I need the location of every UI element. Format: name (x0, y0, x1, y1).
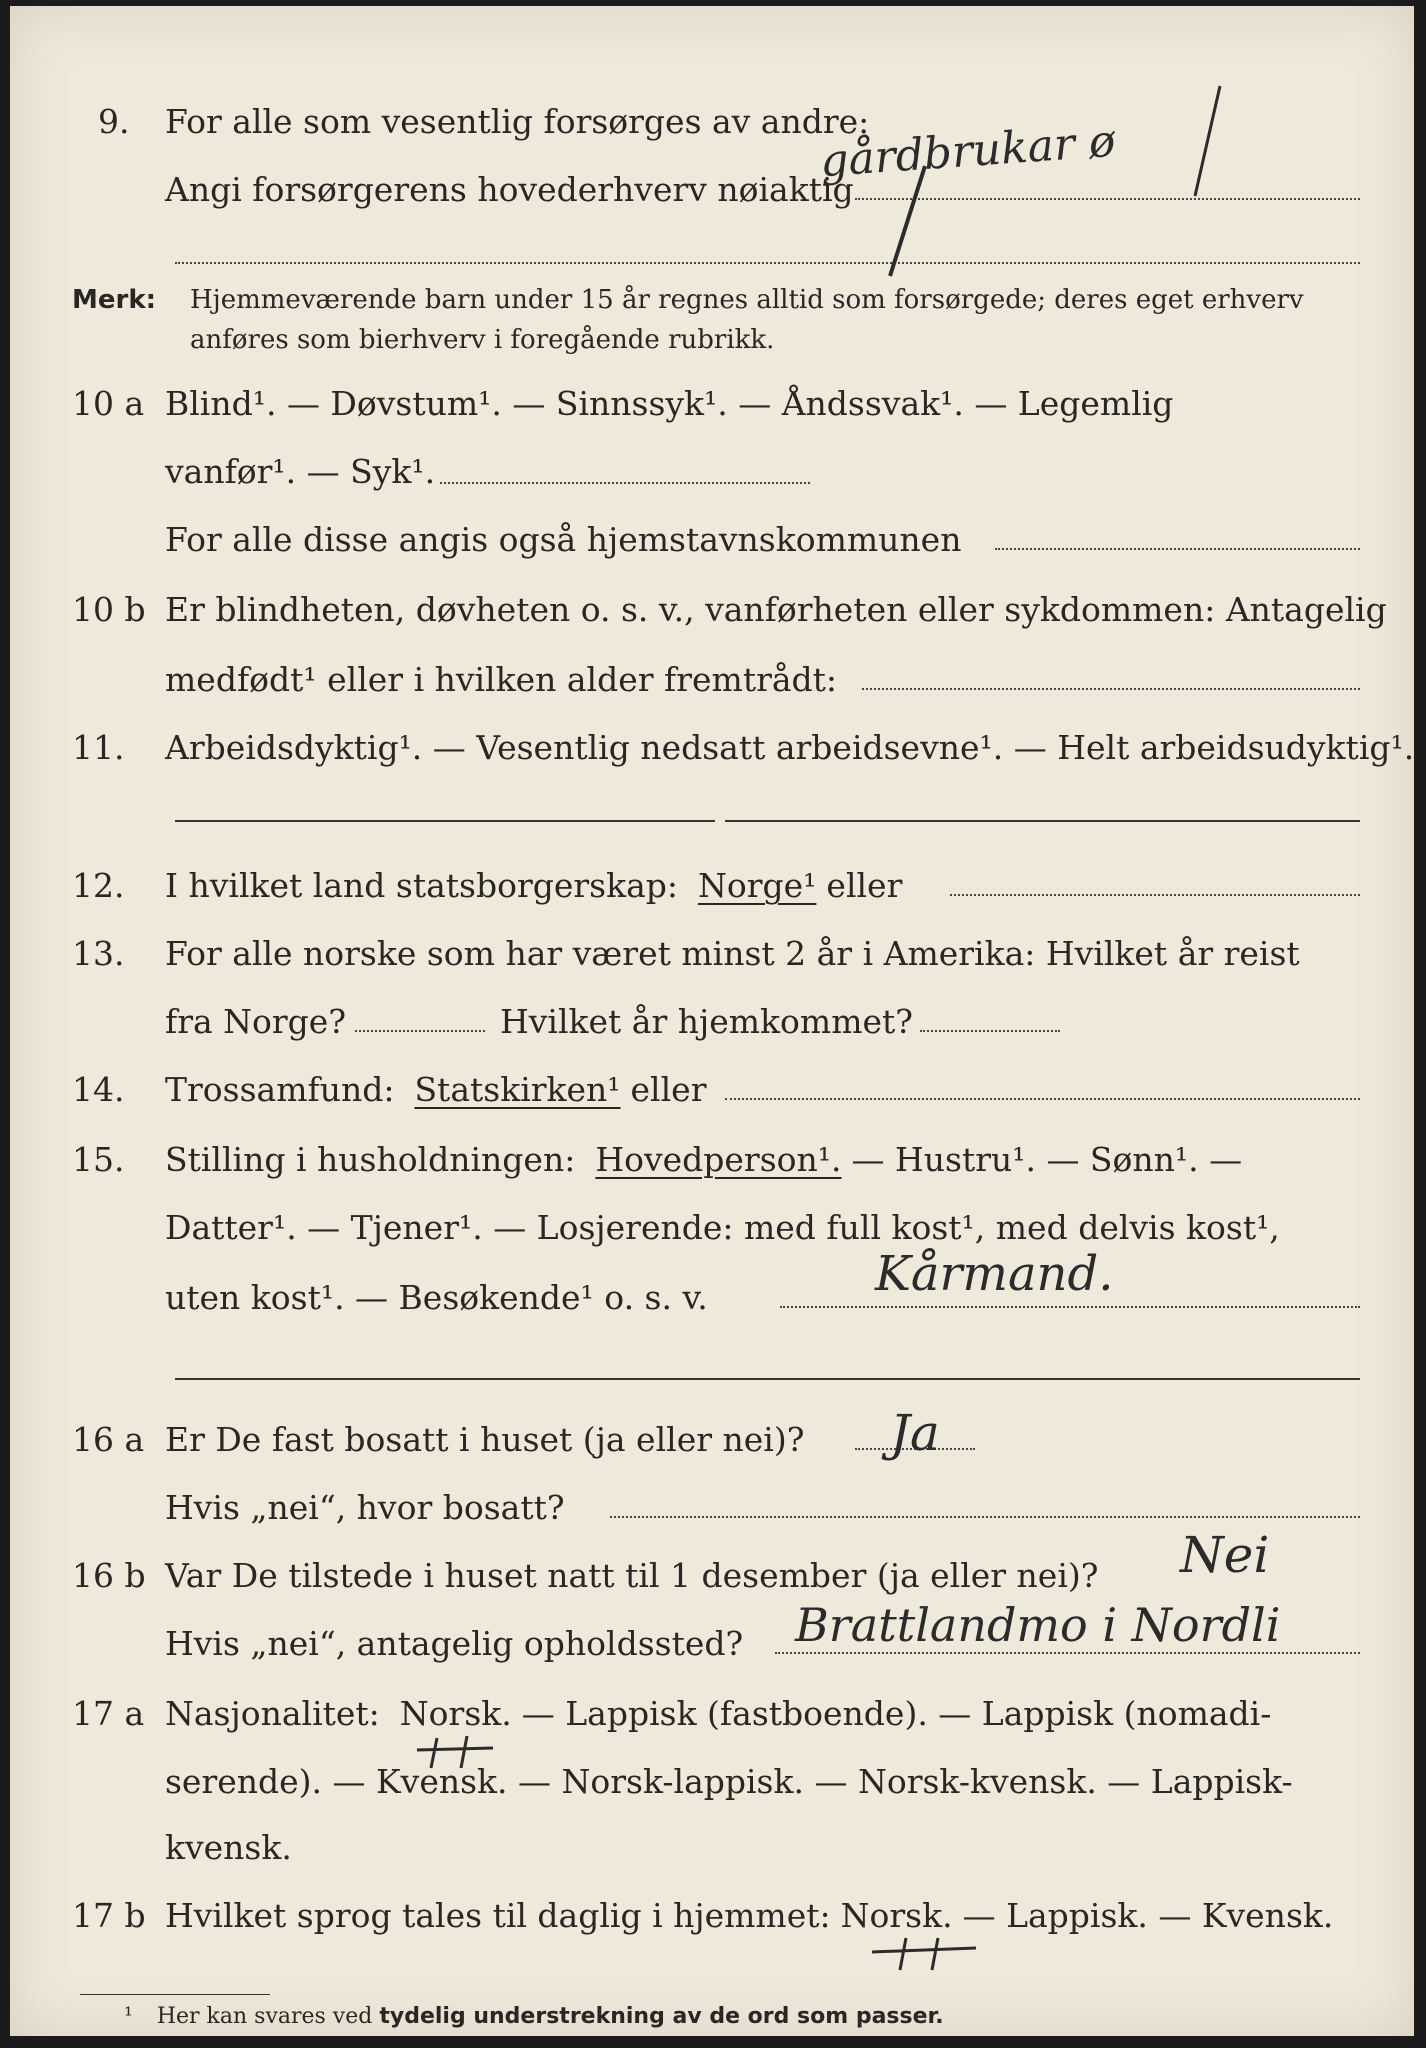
q17a-text-2: serende). — Kvensk. — Norsk-lappisk. — Norsk-kvensk. — Lappisk- (165, 1762, 1293, 1801)
q12-eller: eller (826, 866, 903, 905)
q10a-row-3 (10, 516, 1414, 564)
q14-number: 14. (72, 1070, 125, 1109)
q15-question: Stilling i husholdningen: (165, 1140, 576, 1179)
q15-handwritten-answer: Kårmand. (875, 1246, 1114, 1302)
q17b-question: Hvilket sprog tales til daglig i hjemmet: (165, 1896, 831, 1935)
q12-answer-line[interactable] (950, 894, 1360, 896)
q16b-number: 16 b (72, 1556, 146, 1595)
q11-row-1 (10, 724, 1414, 772)
q16a-row-2 (10, 1484, 1414, 1532)
q17a-row-1 (10, 1690, 1414, 1738)
q17a-row-3 (10, 1824, 1414, 1872)
merk-label-text: Merk: (72, 285, 157, 315)
q15-number: 15. (72, 1140, 125, 1179)
q15-text-1 (165, 1136, 1242, 1184)
footnote-mark: ¹ (124, 2004, 133, 2029)
q12-text (165, 862, 902, 910)
q13-number: 13. (72, 934, 125, 973)
q17a-number: 17 a (72, 1694, 145, 1733)
q14-answer-line[interactable] (725, 1098, 1360, 1100)
q17a-text-1 (165, 1690, 1271, 1738)
q9-text-2: Angi forsørgerens hovederhverv nøiaktig (165, 170, 854, 209)
q17a-other-options: — Lappisk (fastboende). — Lappisk (nomadi- (521, 1694, 1272, 1733)
q14-eller: eller (630, 1070, 707, 1109)
q17a-question: Nasjonalitet: (165, 1694, 380, 1733)
q10b-row-1 (10, 586, 1414, 634)
census-form-page (10, 6, 1414, 2036)
q17b-number: 17 b (72, 1896, 146, 1935)
q10a-row-1 (10, 380, 1414, 428)
q15-row-3 (10, 1274, 1414, 1322)
footnote (124, 2002, 944, 2032)
q17b-text (165, 1892, 1333, 1940)
q12-row (10, 862, 1414, 910)
q15-hovedperson-option[interactable]: Hovedperson¹. (595, 1140, 842, 1179)
q14-text (165, 1066, 706, 1114)
q13-text-2a: fra Norge? (165, 1002, 347, 1041)
q9-strikethrough-stroke (830, 76, 1310, 286)
q10b-number: 10 b (72, 590, 146, 629)
q16a-handwritten-answer: Ja (890, 1404, 940, 1462)
footnote-separator (80, 1994, 270, 1995)
q15-other-options: — Hustru¹. — Sønn¹. — (851, 1140, 1243, 1179)
q15-text-2: Datter¹. — Tjener¹. — Losjerende: med full kost¹, med delvis kost¹, (165, 1208, 1280, 1247)
q10a-hjemstavn-answer-line[interactable] (995, 548, 1360, 550)
q15-text-3: uten kost¹. — Besøkende¹ o. s. v. (165, 1278, 708, 1317)
q10b-row-2 (10, 656, 1414, 704)
q10a-row-2 (10, 448, 1414, 496)
q10b-text-2: medfødt¹ eller i hvilken alder fremtrådt: (165, 660, 838, 699)
q10a-number: 10 a (72, 384, 145, 423)
q17a-norsk-option[interactable]: Norsk. (399, 1694, 512, 1733)
q10a-text-1: Blind¹. — Døvstum¹. — Sinnssyk¹. — Åndssvak¹. — Legemlig (165, 384, 1174, 423)
q17a-text-3: kvensk. (165, 1828, 292, 1867)
q15-answer-line[interactable] (780, 1306, 1360, 1308)
q16b-handwritten-answer-2: Brattlandmo i Nordli (795, 1598, 1281, 1652)
q13-text-1: For alle norske som har været minst 2 år i Amerika: Hvilket år reist (165, 934, 1300, 973)
q11-answer-line-left[interactable] (175, 820, 715, 822)
q10b-text-1: Er blindheten, døvheten o. s. v., vanførheten eller sykdommen: Antagelig (165, 590, 1387, 629)
q15-answer-line-2[interactable] (175, 1378, 1360, 1380)
merk-text-2: anføres som bierhverv i foregående rubrikk. (190, 325, 775, 355)
q16b-answer-line[interactable] (775, 1652, 1360, 1654)
q16a-text-2: Hvis „nei“, hvor bosatt? (165, 1488, 565, 1527)
q11-number: 11. (72, 728, 125, 767)
merk-text-1: Hjemmeværende barn under 15 år regnes alltid som forsørgede; deres eget erhverv (190, 285, 1304, 315)
q12-number: 12. (72, 866, 125, 905)
q16b-text-2: Hvis „nei“, antagelig opholdssted? (165, 1624, 744, 1663)
q10a-text-3: For alle disse angis også hjemstavnskommunen (165, 520, 962, 559)
q13-text-2b: Hvilket år hjemkommet? (500, 1002, 913, 1041)
q17a-row-2 (10, 1758, 1414, 1806)
q13-hjemkommet-answer-line[interactable] (920, 1030, 1060, 1032)
q14-question: Trossamfund: (165, 1070, 395, 1109)
q17b-row (10, 1892, 1414, 1940)
q17b-norsk-option[interactable]: Norsk. (840, 1896, 953, 1935)
q10a-text-2: vanfør¹. — Syk¹. (165, 452, 436, 491)
q16b-handwritten-answer-1: Nei (1180, 1526, 1270, 1584)
q13-reist-answer-line[interactable] (355, 1030, 485, 1032)
footnote-bold-text: tydelig understrekning av de ord som passer. (379, 2004, 944, 2029)
q9-number: 9. (98, 102, 130, 141)
q16a-text-1: Er De fast bosatt i huset (ja eller nei)? (165, 1420, 805, 1459)
q15-row-1 (10, 1136, 1414, 1184)
footnote-text: Her kan svares ved (156, 2004, 373, 2029)
q12-norge-option[interactable]: Norge¹ (698, 866, 817, 905)
q16a-number: 16 a (72, 1420, 145, 1459)
q14-statskirken-option[interactable]: Statskirken¹ (414, 1070, 621, 1109)
q9-text-1: For alle som vesentlig forsørges av andre: (165, 102, 870, 141)
q10b-answer-line[interactable] (862, 688, 1360, 690)
q15-row-2 (10, 1204, 1414, 1252)
q17b-mark-stroke (870, 1934, 980, 1974)
q10a-syk-answer-line[interactable] (440, 482, 810, 484)
q17b-other-options: — Lappisk. — Kvensk. (962, 1896, 1334, 1935)
merk-label (72, 280, 156, 320)
q11-answer-line-right[interactable] (725, 820, 1360, 822)
q9-handwritten-answer: gårdbrukar ø (818, 115, 1117, 188)
q13-row-1 (10, 930, 1414, 978)
q16a-row-1 (10, 1416, 1414, 1464)
q16b-text-1: Var De tilstede i huset natt til 1 desember (ja eller nei)? (165, 1556, 1099, 1595)
q12-question: I hvilket land statsborgerskap: (165, 866, 679, 905)
q11-text-1: Arbeidsdyktig¹. — Vesentlig nedsatt arbeidsevne¹. — Helt arbeidsudyktig¹. (165, 728, 1415, 767)
q14-row (10, 1066, 1414, 1114)
q16a-bosatt-answer-line[interactable] (610, 1516, 1360, 1518)
q13-row-2 (10, 998, 1414, 1046)
